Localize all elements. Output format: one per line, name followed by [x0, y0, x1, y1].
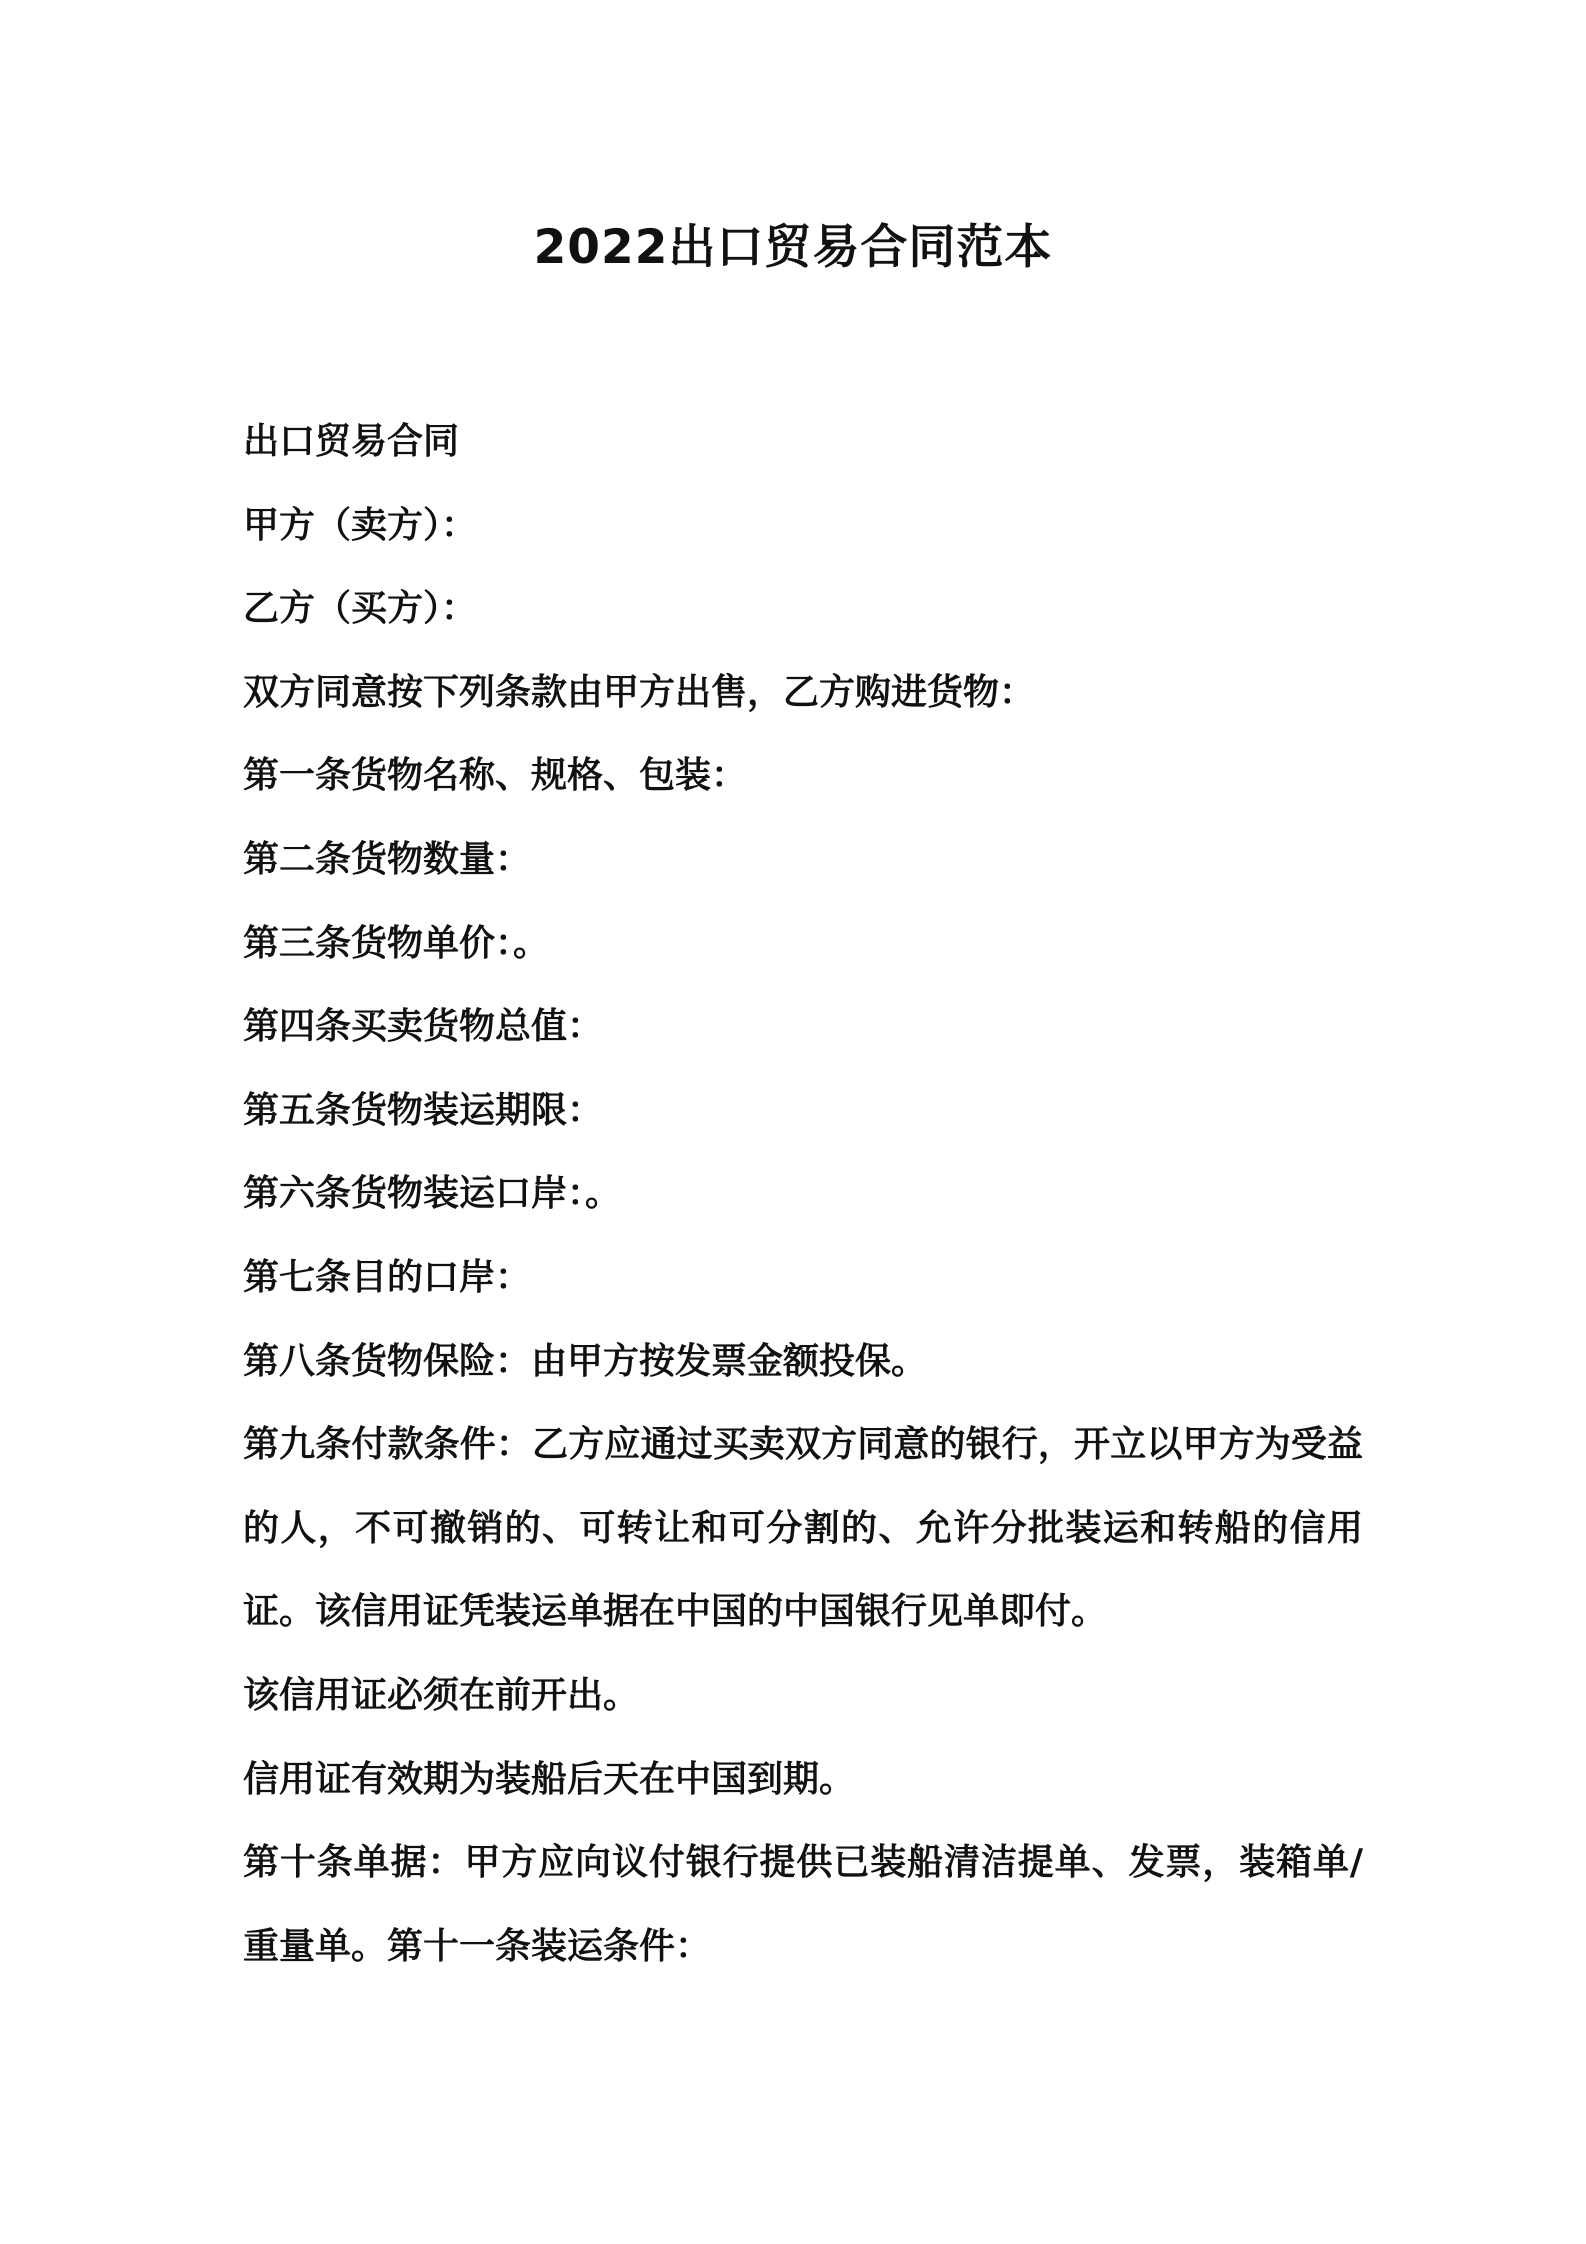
article-1: 第一条货物名称、规格、包装：	[243, 755, 748, 797]
article-3: 第三条货物单价：。	[243, 922, 550, 964]
article-5: 第五条货物装运期限：	[243, 1089, 604, 1131]
contract-heading: 出口贸易合同	[243, 421, 460, 462]
article-9: 第九条付款条件：乙方应通过买卖双方同意的银行，开立以甲方为受益的人，不可撤销的、可转让和可分割的、允许分批装运和转船的信用证。该信用证凭装运单据在中国的中国银行见单即付。	[243, 1424, 1363, 1633]
party-a-line: 甲方（卖方）：	[243, 504, 478, 546]
credit-validity-line: 信用证有效期为装船后天在中国到期。	[243, 1758, 856, 1800]
document-title: 2022出口贸易合同范本	[533, 220, 1053, 275]
article-2: 第二条货物数量：	[243, 838, 532, 880]
article-8: 第八条货物保险：由甲方按发票金额投保。	[243, 1340, 928, 1382]
agreement-intro: 双方同意按下列条款由甲方出售，乙方购进货物：	[243, 671, 1036, 713]
article-10-11: 第十条单据：甲方应向议付银行提供已装船清洁提单、发票，装箱单/重量单。第十一条装运条件：	[243, 1842, 1363, 1967]
party-b-line: 乙方（买方）：	[243, 588, 478, 630]
article-6: 第六条货物装运口岸：。	[243, 1173, 622, 1215]
article-7: 第七条目的口岸：	[243, 1256, 532, 1298]
credit-issue-line: 该信用证必须在前开出。	[243, 1674, 640, 1716]
article-4: 第四条买卖货物总值：	[243, 1006, 604, 1048]
document-body	[243, 400, 1363, 1988]
